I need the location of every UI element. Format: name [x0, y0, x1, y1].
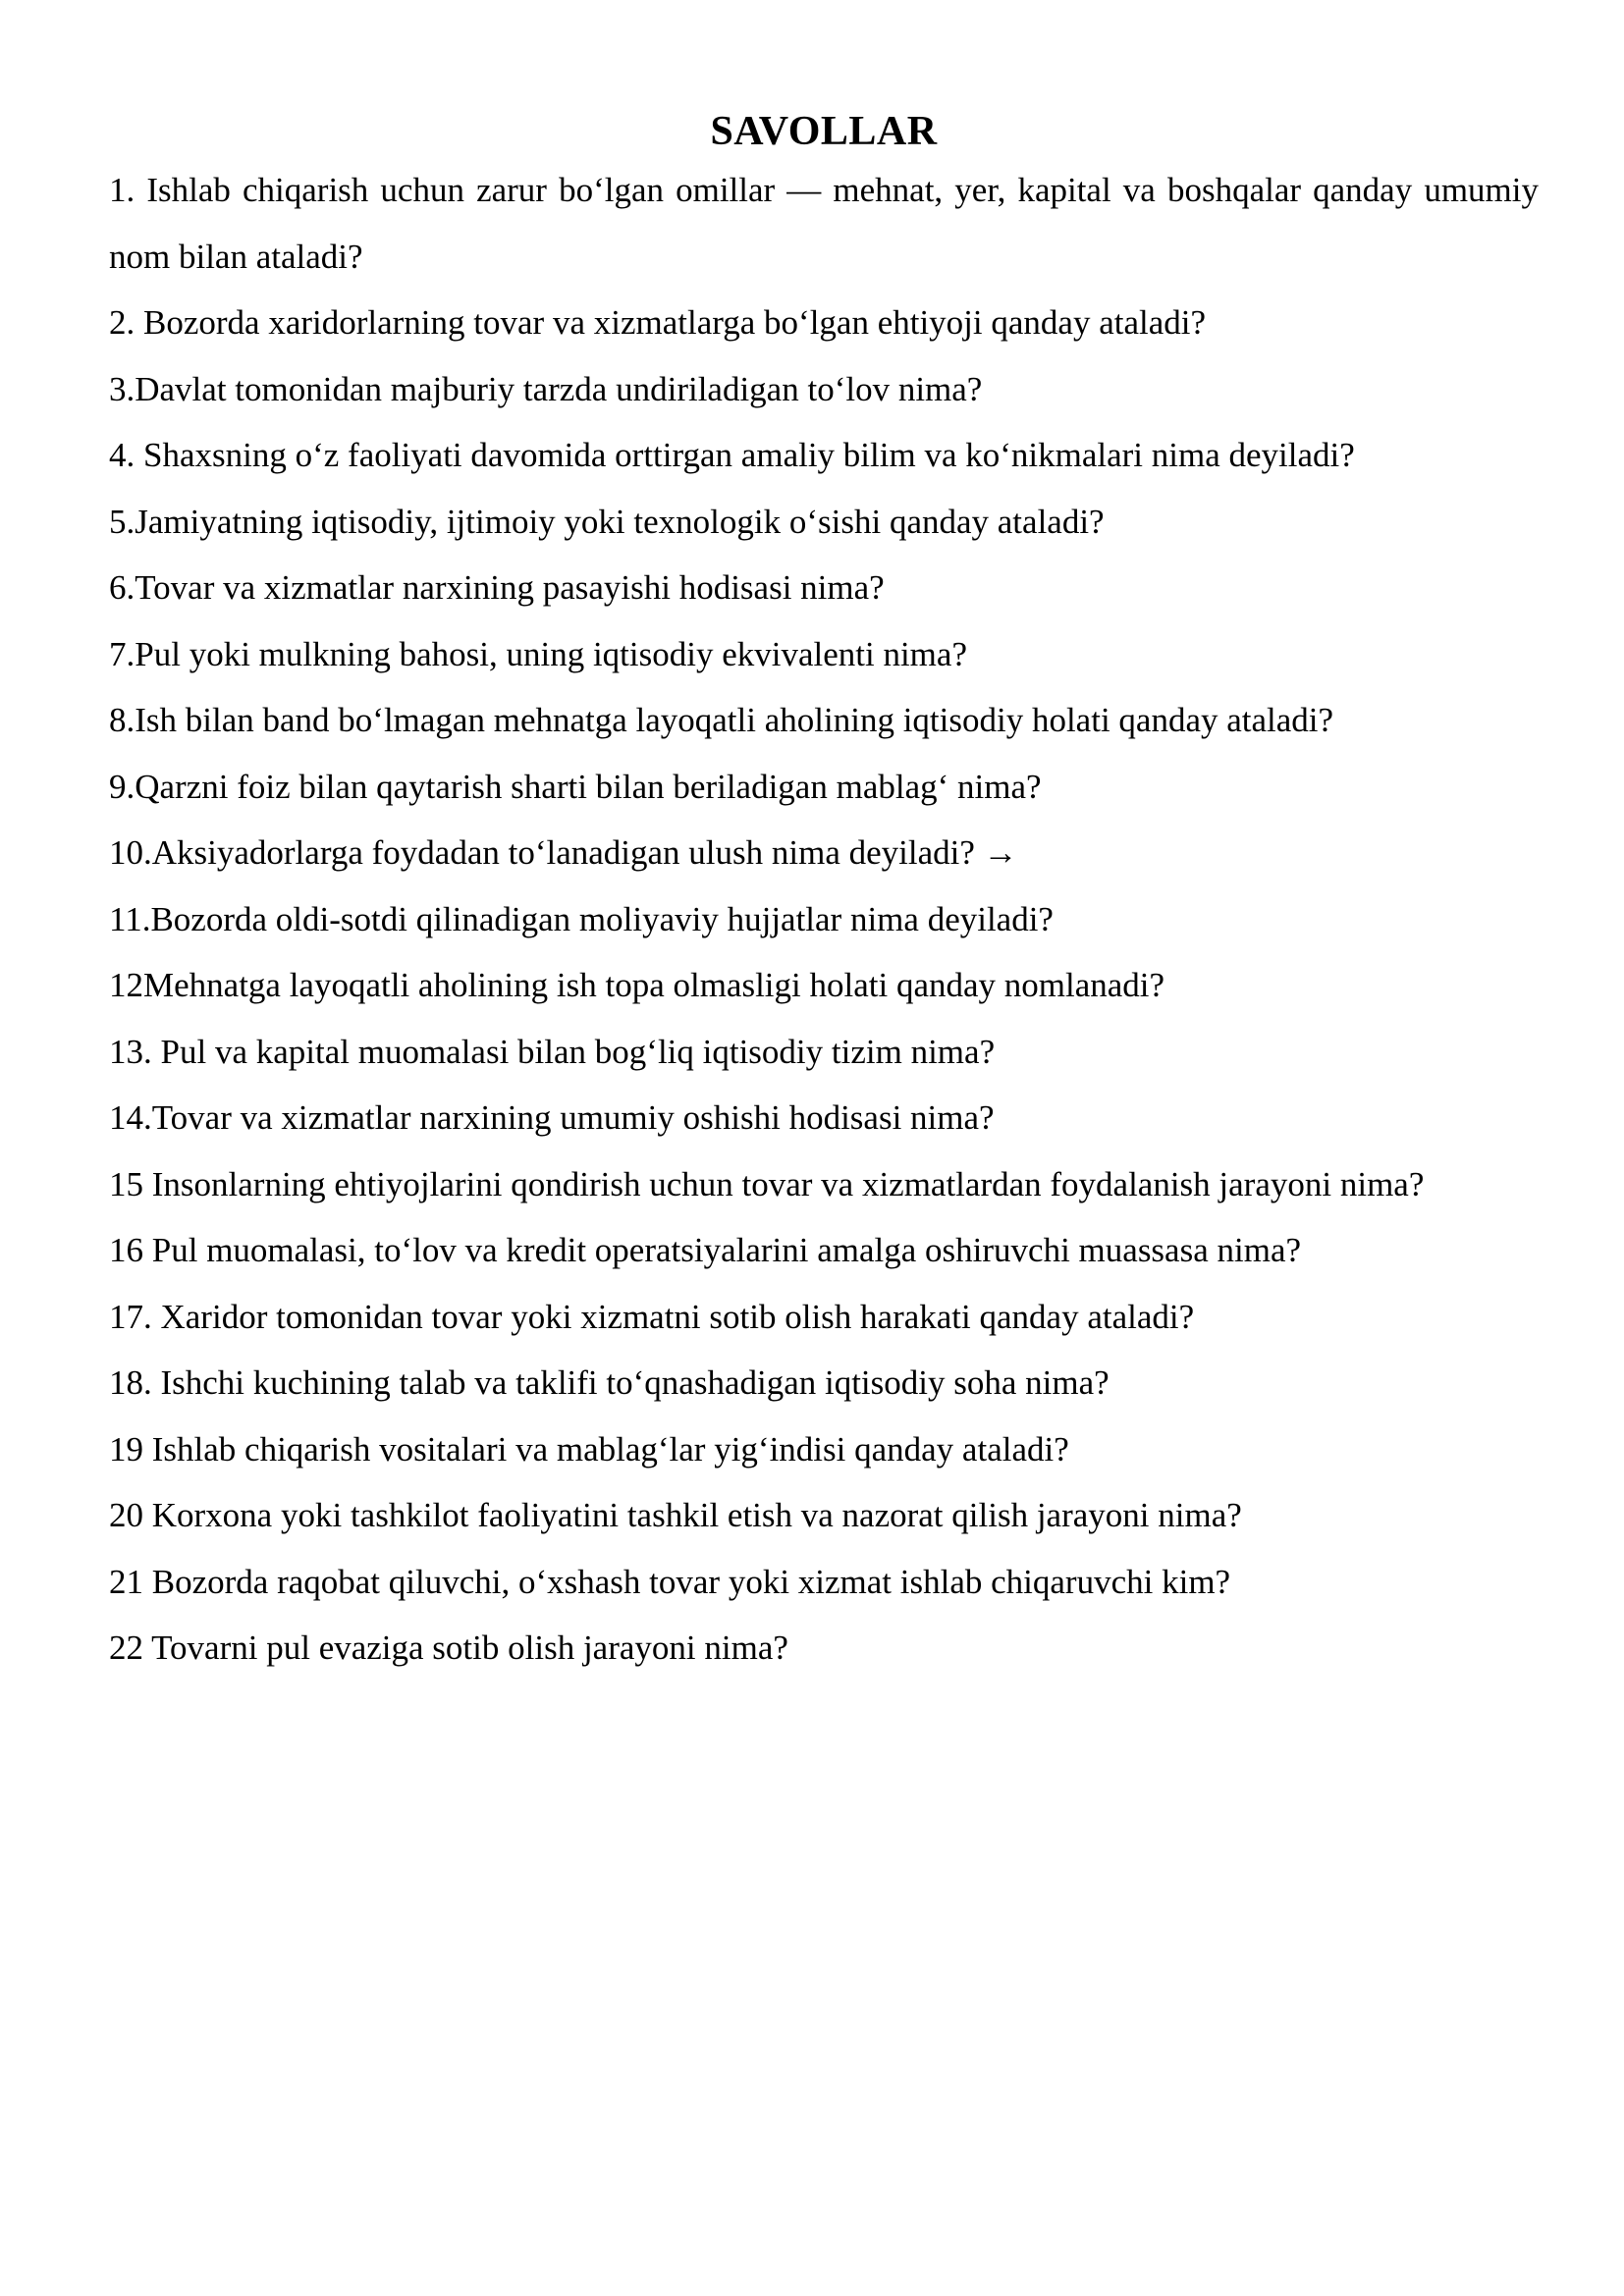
- question-item: 3.Davlat tomonidan majburiy tarzda undiriladigan to‘lov nima?: [109, 369, 983, 408]
- question-item: 5.Jamiyatning iqtisodiy, ijtimoiy yoki texnologik o‘sishi qanday ataladi?: [109, 502, 1105, 541]
- question-item: 15 Insonlarning ehtiyojlarini qondirish uchun tovar va xizmatlardan foydalanish jarayoni nima?: [109, 1164, 1425, 1203]
- question-item: 22 Tovarni pul evaziga sotib olish jarayoni nima?: [109, 1629, 788, 1667]
- question-item: 4. Shaxsning o‘z faoliyati davomida orttirgan amaliy bilim va ko‘nikmalari nima deyiladi?: [109, 436, 1355, 474]
- question-item: 13. Pul va kapital muomalasi bilan bog‘liq iqtisodiy tizim nima?: [109, 1032, 996, 1071]
- question-item: 19 Ishlab chiqarish vositalari va mablag‘lar yig‘indisi qanday ataladi?: [109, 1429, 1069, 1468]
- question-item: 17. Xaridor tomonidan tovar yoki xizmatni sotib olish harakati qanday ataladi?: [109, 1297, 1195, 1336]
- questions-list: [109, 157, 1539, 1682]
- question-item: 2. Bozorda xaridorlarning tovar va xizmatlarga bo‘lgan ehtiyoji qanday ataladi?: [109, 303, 1207, 342]
- question-item: 10.Aksiyadorlarga foydadan to‘lanadigan ulush nima deyiladi? →: [109, 833, 1018, 872]
- question-item: 18. Ishchi kuchining talab va taklifi to‘qnashadigan iqtisodiy soha nima?: [109, 1363, 1110, 1402]
- question-item: 21 Bozorda raqobat qiluvchi, o‘xshash tovar yoki xizmat ishlab chiqaruvchi kim?: [109, 1562, 1231, 1601]
- page-title: SAVOLLAR: [710, 109, 938, 154]
- question-item: 16 Pul muomalasi, to‘lov va kredit operatsiyalarini amalga oshiruvchi muassasa nima?: [109, 1231, 1302, 1269]
- question-item: 12Mehnatga layoqatli aholining ish topa olmasligi holati qanday nomlanadi?: [109, 966, 1165, 1004]
- document-page: [109, 106, 1539, 1682]
- question-item: 14.Tovar va xizmatlar narxining umumiy oshishi hodisasi nima?: [109, 1098, 995, 1137]
- question-item: 11.Bozorda oldi-sotdi qilinadigan moliyaviy hujjatlar nima deyiladi?: [109, 899, 1054, 938]
- question-item: 7.Pul yoki mulkning bahosi, uning iqtisodiy ekvivalenti nima?: [109, 634, 967, 673]
- question-item: 20 Korxona yoki tashkilot faoliyatini tashkil etish va nazorat qilish jarayoni nima?: [109, 1496, 1242, 1534]
- question-item: 9.Qarzni foiz bilan qaytarish sharti bilan beriladigan mablag‘ nima?: [109, 767, 1042, 806]
- question-item: 8.Ish bilan band bo‘lmagan mehnatga layoqatli aholining iqtisodiy holati qanday ataladi?: [109, 701, 1334, 739]
- question-item: 6.Tovar va xizmatlar narxining pasayishi hodisasi nima?: [109, 568, 885, 607]
- question-item: 1. Ishlab chiqarish uchun zarur bo‘lgan omillar — mehnat, yer, kapital va boshqalar qanday umumiy nom bilan ataladi?: [109, 171, 1539, 276]
